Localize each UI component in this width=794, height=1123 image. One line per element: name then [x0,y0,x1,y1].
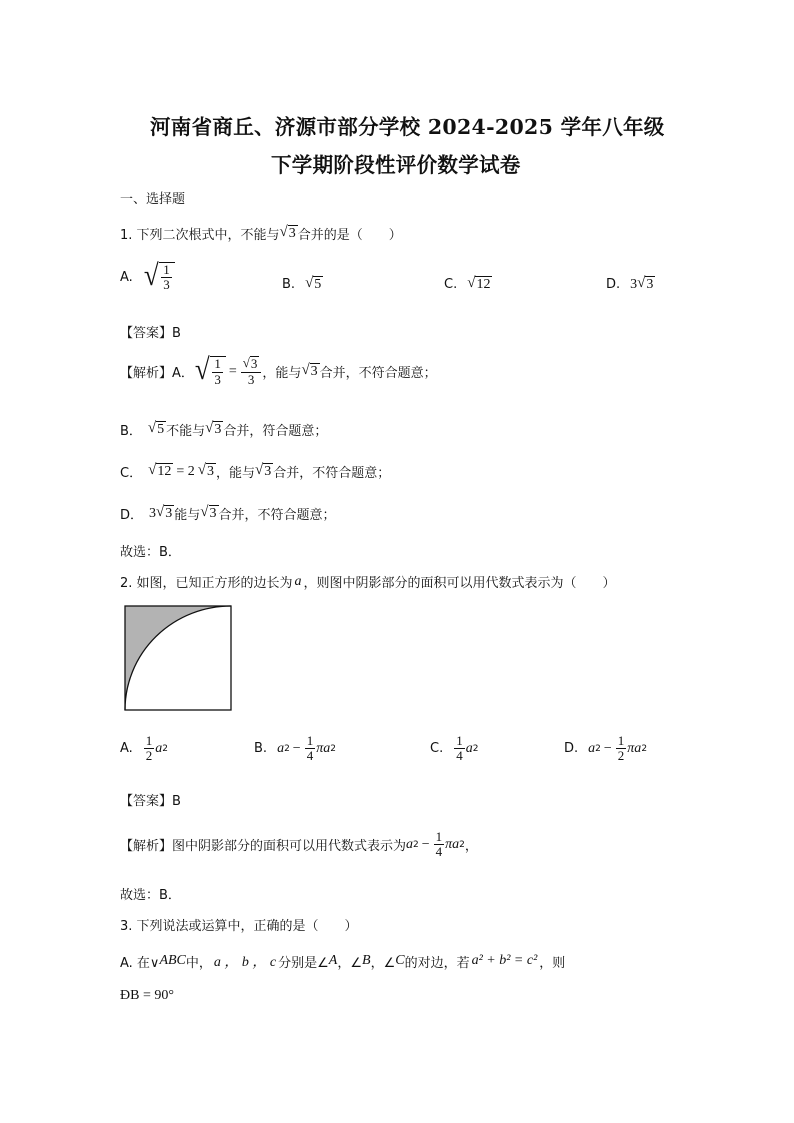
q2-answer: 【答案】B [120,794,181,809]
q3-option-a-triangle: ABC [159,953,186,968]
q1-analysis-c-sqrt: √ 12 [148,461,172,479]
q3-option-a-vars: a ， b ， c [213,955,277,970]
q1-analysis-c-text2: 合并，不符合题意； [273,466,391,481]
q1-analysis-b-rad: 5 [157,421,165,437]
q2-analysis-den: 4 [435,844,443,860]
q1-analysis-b-sqrt3: √ 3 [205,419,222,437]
q2-option-c [430,734,478,764]
q2-option-b-tail: πa [316,740,331,756]
q2-option-d-num: 1 [617,733,625,748]
q2-option-a-num: 1 [145,733,153,748]
q3-option-a-text2: 中， [185,955,212,971]
q1-analysis-a-eq: = [228,363,237,379]
q2-stem-text-end: ，则图中阴影部分的面积可以用代数式表示为（ ） [303,576,616,591]
q1-option-c-sqrt: √ 12 [467,275,491,292]
q1-analysis-d-sqrt3: √ 3 [200,503,217,521]
q1-analysis-c-text1: ，能与 [215,466,255,481]
q2-analysis-minus: − [421,836,430,852]
q2-analysis-end: ， [464,839,478,855]
q1-option-a-den: 3 [163,277,170,293]
q1-option-b [282,276,323,293]
q2-option-a [120,734,168,764]
q2-option-d-exp: 2 [595,743,601,754]
q1-analysis-b-text2: 合并，符合题意； [223,424,328,439]
q3-option-a-equation: a² + b² = c² [471,953,538,968]
q3-option-a-text4: 的对边，若 [404,955,470,971]
q1-option-b-label: B. [282,277,296,293]
q2-option-a-frac [144,734,155,764]
q1-analysis-d-text2: 合并，不符合题意； [218,508,336,523]
q2-option-a-var: a [155,740,163,756]
section-heading: 一、选择题 [120,192,186,207]
q2-option-c-den: 4 [456,748,463,764]
q1-analysis-d-rad: 3 [165,505,173,521]
q2-analysis-var: a [406,836,414,852]
q2-analysis-text: 【解析】图中阴影部分的面积可以用代数式表示为 [120,839,407,855]
q1-analysis-c-rad: 12 [157,463,172,479]
q1-analysis-c [120,462,390,481]
page-title-line-1: 河南省商丘、济源市部分学校 2024-2025 学年八年级 [150,115,665,139]
q3-option-a-text3: 分别是∠ [278,955,329,971]
q3-option-a-conclusion: ÐB = 90° [120,988,174,1003]
q2-conclusion: 故选：B． [120,888,181,903]
q3-option-a-text1: A. 在∨ [120,955,160,971]
q2-option-b-exp2: 2 [330,743,336,754]
q1-analysis-c-sqrt2: √ 3 [197,461,214,479]
q2-option-d-frac [616,734,627,764]
q2-option-a-den: 2 [145,748,153,764]
q2-option-d-den: 2 [617,748,625,764]
q2-option-d-minus: − [603,740,612,756]
q1-analysis-b-rad2: 3 [214,421,222,437]
q1-analysis-a-rad: 3 [310,364,318,380]
q3-option-a [120,951,565,971]
q1-option-c-label: C. [444,277,458,293]
q2-option-b-num: 1 [306,733,314,748]
q1-analysis-c-label: C． [120,466,143,481]
q1-option-b-radicand: 5 [314,277,322,292]
q1-option-c-radicand: 12 [476,277,491,292]
q1-analysis-b-label: B． [120,424,142,439]
q1-answer: 【答案】B [120,326,181,341]
q1-analysis-a-sqrt: √ $\frac{1}{3}$ [194,356,226,387]
q2-option-d [564,734,647,764]
q1-option-d-sqrt: √ 3 [637,275,654,292]
q1-conclusion: 故选：B． [120,545,181,560]
q2-stem-text: 2. 如图，已知正方形的边长为 [120,576,293,591]
q1-analysis-c-sqrt3: √ 3 [254,461,272,479]
q2-option-b-den: 4 [306,748,314,764]
q1-option-d [606,276,655,293]
q3-option-a-text5: ，则 [539,955,566,971]
q2-option-d-tail: πa [627,740,642,756]
q2-option-c-label: C. [430,741,444,757]
q2-option-d-exp2: 2 [641,743,648,754]
q3-option-a-sep1: ，∠ [337,955,363,971]
q1-analysis-prefix: 【解析】A． [120,366,194,382]
q1-analysis-b [120,420,327,439]
q2-analysis-num: 1 [435,829,443,844]
q2-stem-var: a [294,573,302,589]
page-title-line-2: 下学期阶段性评价数学试卷 [271,153,521,177]
q1-analysis-d-rad2: 3 [209,505,217,521]
q1-option-b-sqrt: √ 5 [305,275,322,292]
q2-stem [120,572,616,591]
q2-shaded-region [125,606,231,710]
q2-option-b-var: a [277,740,285,756]
q1-analysis-a-den: 3 [214,371,221,387]
q1-option-a-label: A. [120,269,133,285]
q1-analysis-d-label: D． [120,508,144,523]
q1-analysis-d-text1: 能与 [174,508,201,523]
q1-stem-text: 1. 下列二次根式中，不能与 [120,228,280,243]
q1-option-a-num: 1 [163,262,170,277]
q2-option-b-frac [305,734,316,764]
q2-option-b-label: B. [254,741,268,757]
q3-option-a-angle-c: C [395,953,405,968]
q1-analysis-d [120,504,336,523]
q1-stem [120,224,402,243]
q1-analysis-d-sqrt: √ 3 [156,503,173,521]
q1-option-d-coef: 3 [630,276,638,292]
q1-option-a-sqrt: √ $\frac{1}{3}$ [143,262,175,293]
q2-analysis [120,830,478,860]
q2-option-a-exp: 2 [162,743,169,754]
q1-analysis-b-text1: 不能与 [166,424,206,439]
q1-option-d-radicand: 3 [646,277,654,292]
q2-option-c-num: 1 [456,733,463,748]
q1-analysis-a-text2: 合并，不符合题意； [319,366,437,382]
q2-analysis-tail: πa [445,836,460,852]
q1-stem-text-end: 合并的是（ ） [297,228,402,243]
q1-analysis-a-text1: ，能与 [262,366,302,382]
q1-option-c [444,276,492,293]
q1-analysis-d-coef: 3 [149,505,157,521]
q2-option-a-label: A. [120,741,133,757]
q1-analysis-c-eq: = 2 [176,463,195,479]
q1-analysis-a-rhs-den: 3 [247,371,255,387]
q1-stem-radicand: 3 [288,225,296,241]
q1-analysis-a-rhs: √ 3 3 [241,356,262,387]
q2-option-b-minus: − [292,740,301,756]
q3-option-a-angle-a: A [328,953,338,968]
q3-option-a-sep2: ，∠ [370,955,396,971]
q2-option-c-var: a [465,740,473,756]
q1-option-a [120,259,175,293]
q1-analysis-c-rad3: 3 [264,463,272,479]
q1-stem-sqrt: √ 3 [279,223,296,241]
q2-option-b [254,734,336,764]
q2-option-c-exp: 2 [472,743,479,754]
q2-option-d-var: a [588,740,596,756]
q1-analysis-a-sqrt3: √ 3 [301,362,318,380]
q2-figure [124,605,234,711]
q3-stem: 3. 下列说法或运算中，正确的是（ ） [120,919,358,934]
q2-option-b-exp: 2 [284,743,290,754]
q2-option-c-frac [454,734,465,764]
q2-analysis-exp2: 2 [459,839,465,850]
q3-option-a-angle-b: B [362,953,371,968]
q1-analysis-c-rad2: 3 [206,463,214,479]
q1-analysis-a-rhs-rad: 3 [250,356,258,372]
q1-analysis-a-num: 1 [214,356,221,372]
q2-option-d-label: D. [564,741,579,757]
q1-option-d-label: D. [606,277,621,293]
q1-analysis-b-sqrt: √ 5 [147,419,165,437]
q2-analysis-exp: 2 [413,839,419,850]
q1-analysis-a [120,353,437,387]
q2-analysis-frac [434,830,445,860]
